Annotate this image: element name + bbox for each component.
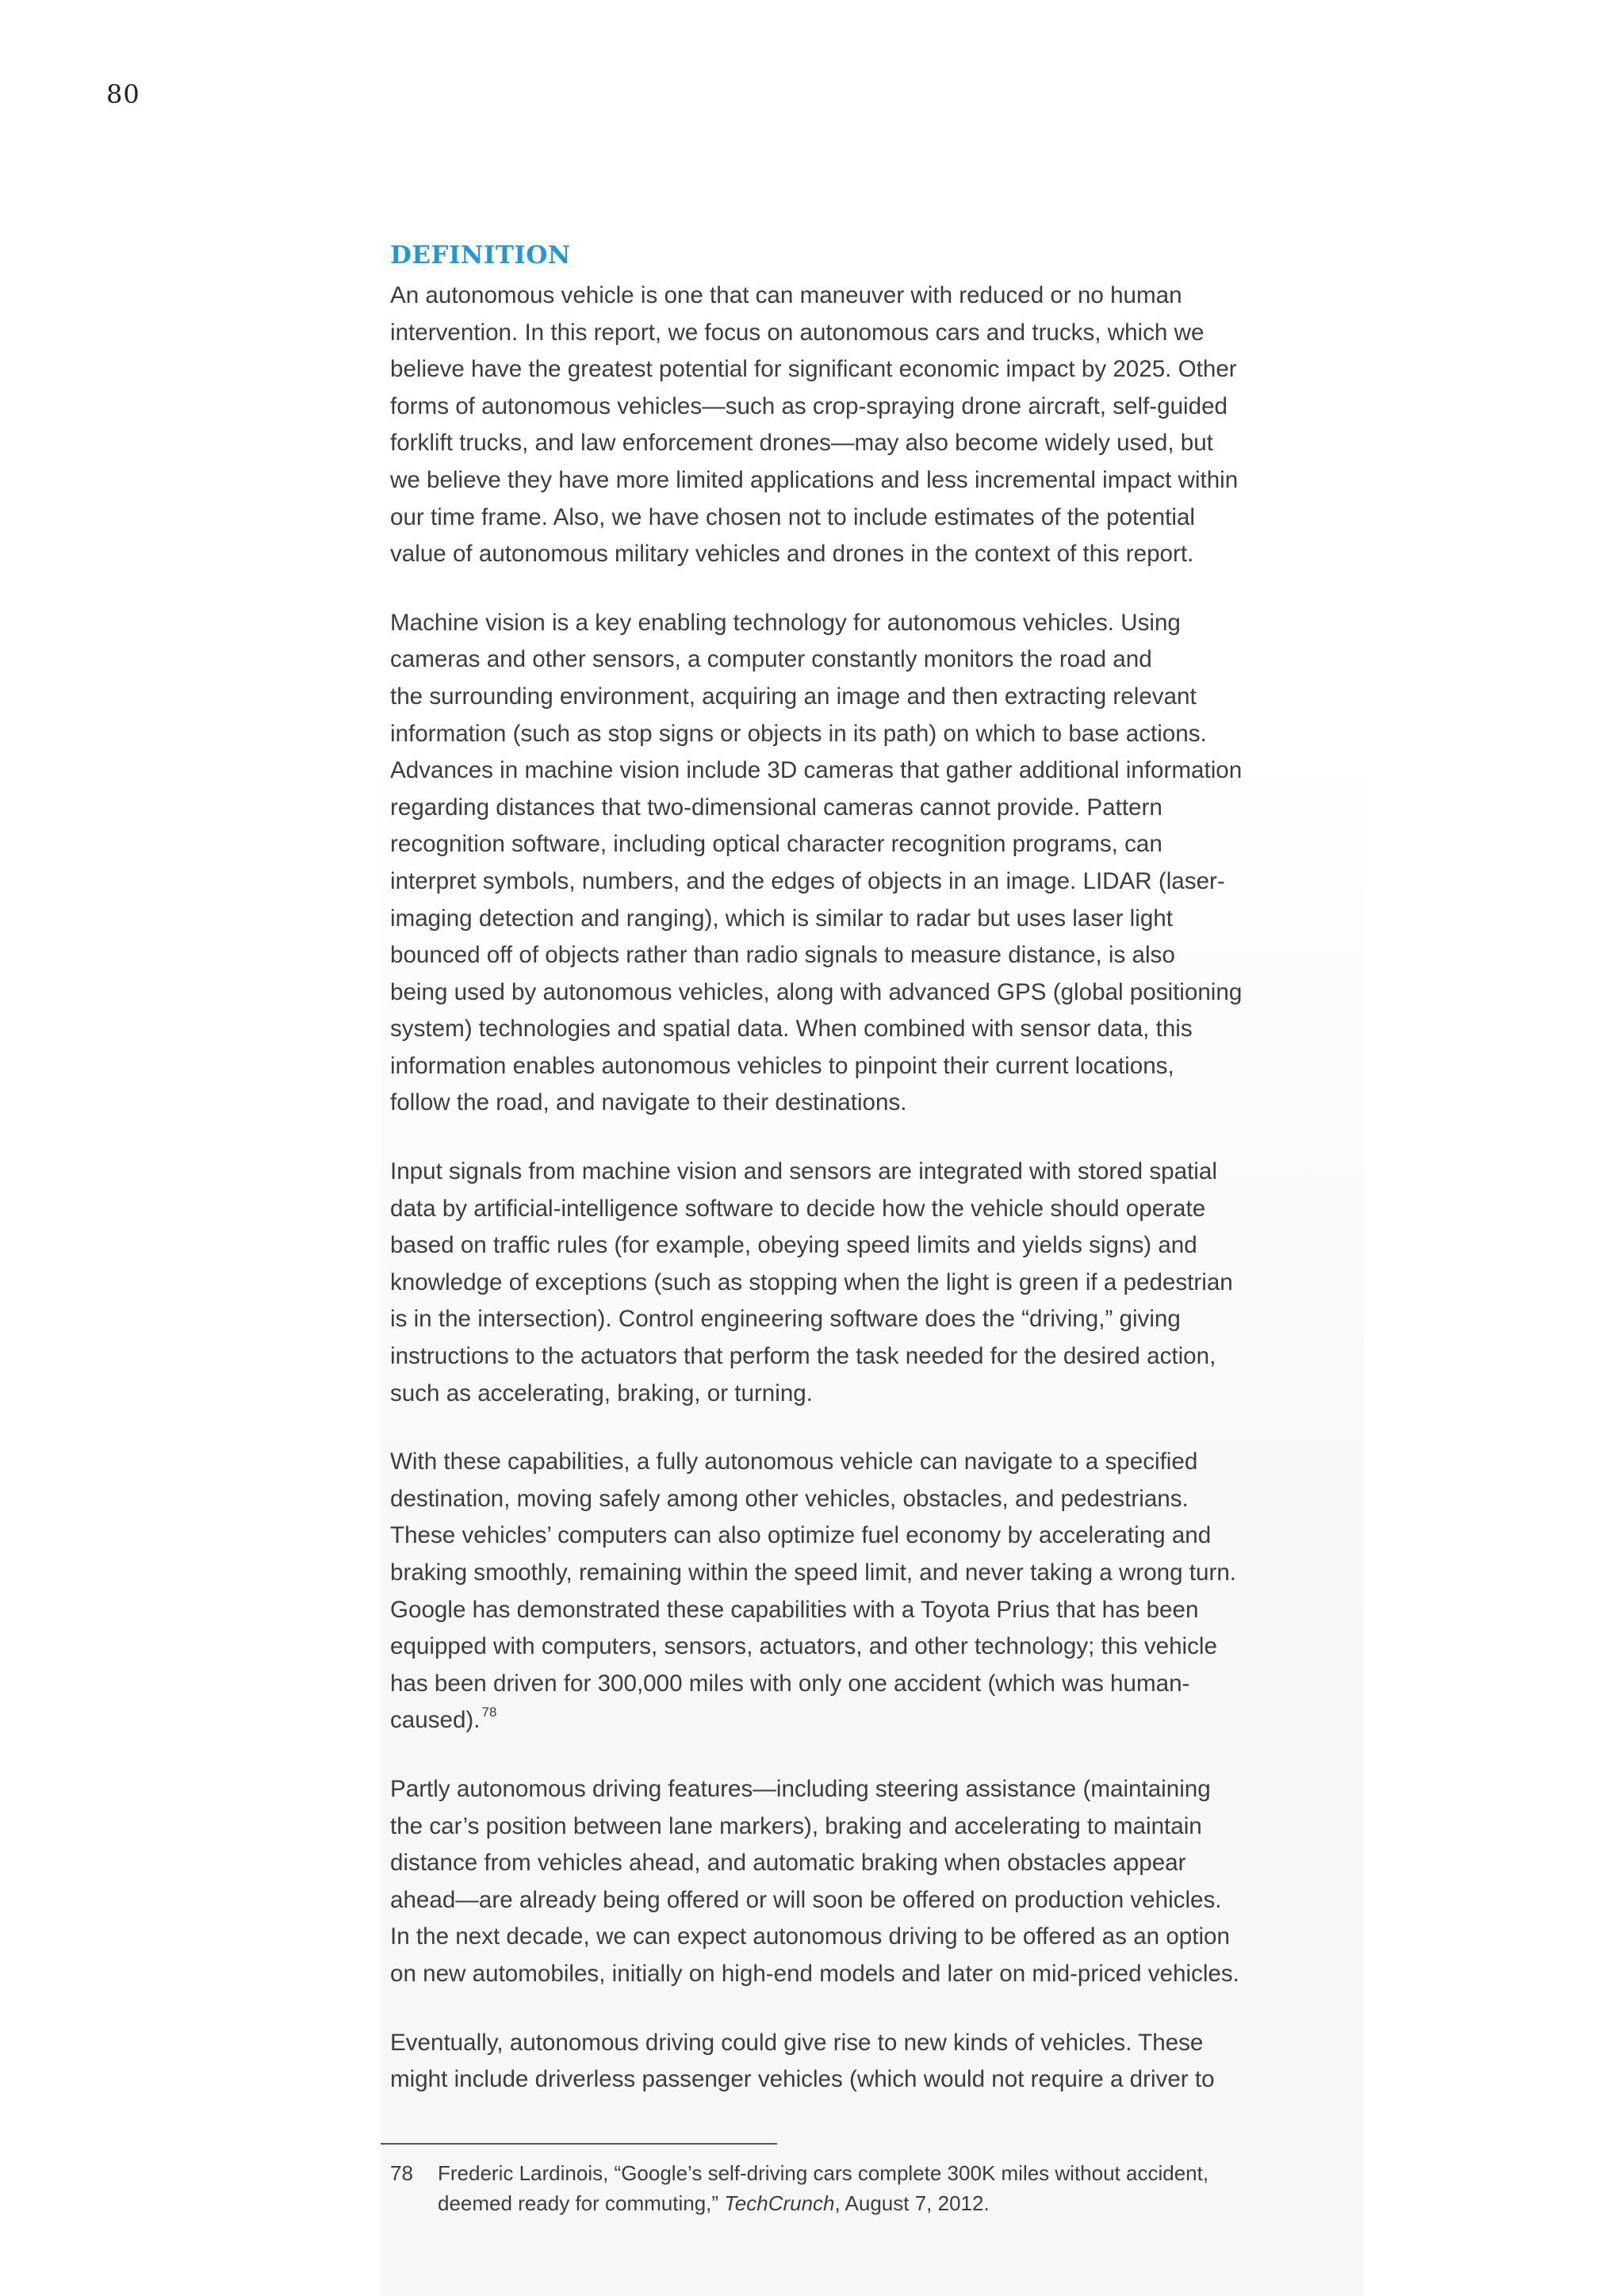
text-line: recognition software, including optical character recognition programs, can xyxy=(390,831,1162,858)
paragraph-input-signals xyxy=(390,1154,1362,1412)
text-line: ahead—are already being offered or will soon be offered on production vehicles. xyxy=(390,1886,1222,1913)
text-line: distance from vehicles ahead, and automatic braking when obstacles appear xyxy=(390,1850,1186,1877)
paragraph-eventually xyxy=(390,2025,1362,2099)
text-line: regarding distances that two-dimensional cameras cannot provide. Pattern xyxy=(390,794,1162,821)
paragraph-definition xyxy=(390,277,1362,573)
text-line: information enables autonomous vehicles to pinpoint their current locations, xyxy=(390,1052,1174,1079)
text-line: interpret symbols, numbers, and the edges of objects in an image. LIDAR (laser- xyxy=(390,867,1225,894)
text-line: is in the intersection). Control engineering software does the “driving,” giving xyxy=(390,1306,1181,1333)
paragraph-capabilities xyxy=(390,1444,1362,1739)
text-line: bounced off of objects rather than radio signals to measure distance, is also xyxy=(390,942,1175,969)
text-line: instructions to the actuators that perform the task needed for the desired action, xyxy=(390,1343,1216,1370)
text-line: These vehicles’ computers can also optimize fuel economy by accelerating and xyxy=(390,1522,1212,1549)
text-line: information (such as stop signs or objects in its path) on which to base actions. xyxy=(390,720,1207,747)
text-line: the surrounding environment, acquiring an image and then extracting relevant xyxy=(390,683,1197,710)
article-body xyxy=(390,233,1362,2130)
text-line: Partly autonomous driving features—including steering assistance (maintaining xyxy=(390,1775,1211,1802)
text-line: An autonomous vehicle is one that can maneuver with reduced or no human xyxy=(390,282,1182,308)
text-line: imaging detection and ranging), which is similar to radar but uses laser light xyxy=(390,905,1173,932)
paragraph-machine-vision xyxy=(390,605,1362,1122)
text-line: data by artificial-intelligence software to decide how the vehicle should operate xyxy=(390,1195,1206,1222)
publication-name: TechCrunch xyxy=(724,2191,835,2215)
text-line: on new automobiles, initially on high-end models and later on mid-priced vehicles. xyxy=(390,1960,1239,1987)
text-line: such as accelerating, braking, or turning. xyxy=(390,1380,813,1406)
footnote xyxy=(390,2158,1342,2218)
text-line: believe have the greatest potential for significant economic impact by 2025. Other xyxy=(390,356,1237,383)
text-line: equipped with computers, sensors, actuators, and other technology; this vehicle xyxy=(390,1633,1217,1660)
text-line: forklift trucks, and law enforcement drones—may also become widely used, but xyxy=(390,430,1213,457)
text-line: value of autonomous military vehicles and drones in the context of this report. xyxy=(390,541,1194,568)
text-line: destination, moving safely among other vehicles, obstacles, and pedestrians. xyxy=(390,1485,1189,1512)
text-line: In the next decade, we can expect autonomous driving to be offered as an option xyxy=(390,1923,1230,1950)
footnote-line-start: deemed ready for commuting,” xyxy=(438,2191,725,2215)
text-line: the car’s position between lane markers), braking and accelerating to maintain xyxy=(390,1812,1202,1839)
text-line: follow the road, and navigate to their destinations. xyxy=(390,1089,907,1116)
text-line: cameras and other sensors, a computer constantly monitors the road and xyxy=(390,646,1152,673)
text-line: knowledge of exceptions (such as stopping when the light is green if a pedestrian xyxy=(390,1269,1233,1295)
text-line: With these capabilities, a fully autonomous vehicle can navigate to a specified xyxy=(390,1448,1198,1475)
text-line: intervention. In this report, we focus on autonomous cars and trucks, which we xyxy=(390,319,1205,346)
text-line: Google has demonstrated these capabilities with a Toyota Prius that has been xyxy=(390,1596,1199,1623)
footnote-line: Frederic Lardinois, “Google’s self-driving cars complete 300K miles without accident, xyxy=(438,2161,1209,2185)
text-line: our time frame. Also, we have chosen not to include estimates of the potential xyxy=(390,503,1195,530)
paragraph-partly-autonomous xyxy=(390,1771,1362,1993)
text-line: Input signals from machine vision and sensors are integrated with stored spatial xyxy=(390,1158,1217,1185)
footnote-divider xyxy=(381,2143,777,2145)
page-number: 80 xyxy=(106,79,140,109)
text-line: has been driven for 300,000 miles with only one accident (which was human- xyxy=(390,1670,1190,1697)
text-line-with-footnote xyxy=(390,1702,1362,1739)
text-line: braking smoothly, remaining within the speed limit, and never taking a wrong turn. xyxy=(390,1559,1237,1586)
footnote-reference[interactable]: 78 xyxy=(481,1705,497,1720)
text-line: being used by autonomous vehicles, along with advanced GPS (global positioning xyxy=(390,978,1243,1005)
main-column xyxy=(381,233,1364,2296)
footnote-line-end: , August 7, 2012. xyxy=(834,2191,990,2215)
footnote-text xyxy=(438,2158,1342,2218)
footnote-line xyxy=(438,2188,1342,2218)
footnote-number: 78 xyxy=(390,2161,413,2185)
text-line: caused). xyxy=(390,1707,481,1734)
text-line: Eventually, autonomous driving could give rise to new kinds of vehicles. These xyxy=(390,2029,1204,2056)
text-line: Advances in machine vision include 3D cameras that gather additional information xyxy=(390,757,1243,784)
text-line: forms of autonomous vehicles—such as crop-spraying drone aircraft, self-guided xyxy=(390,392,1228,419)
text-line: Machine vision is a key enabling technology for autonomous vehicles. Using xyxy=(390,609,1181,636)
text-line: system) technologies and spatial data. When combined with sensor data, this xyxy=(390,1016,1193,1043)
text-line: we believe they have more limited applications and less incremental impact within xyxy=(390,466,1239,493)
section-heading: DEFINITION xyxy=(390,241,571,270)
text-line: based on traffic rules (for example, obeying speed limits and yields signs) and xyxy=(390,1232,1197,1259)
text-line: might include driverless passenger vehicles (which would not require a driver to xyxy=(390,2066,1215,2093)
